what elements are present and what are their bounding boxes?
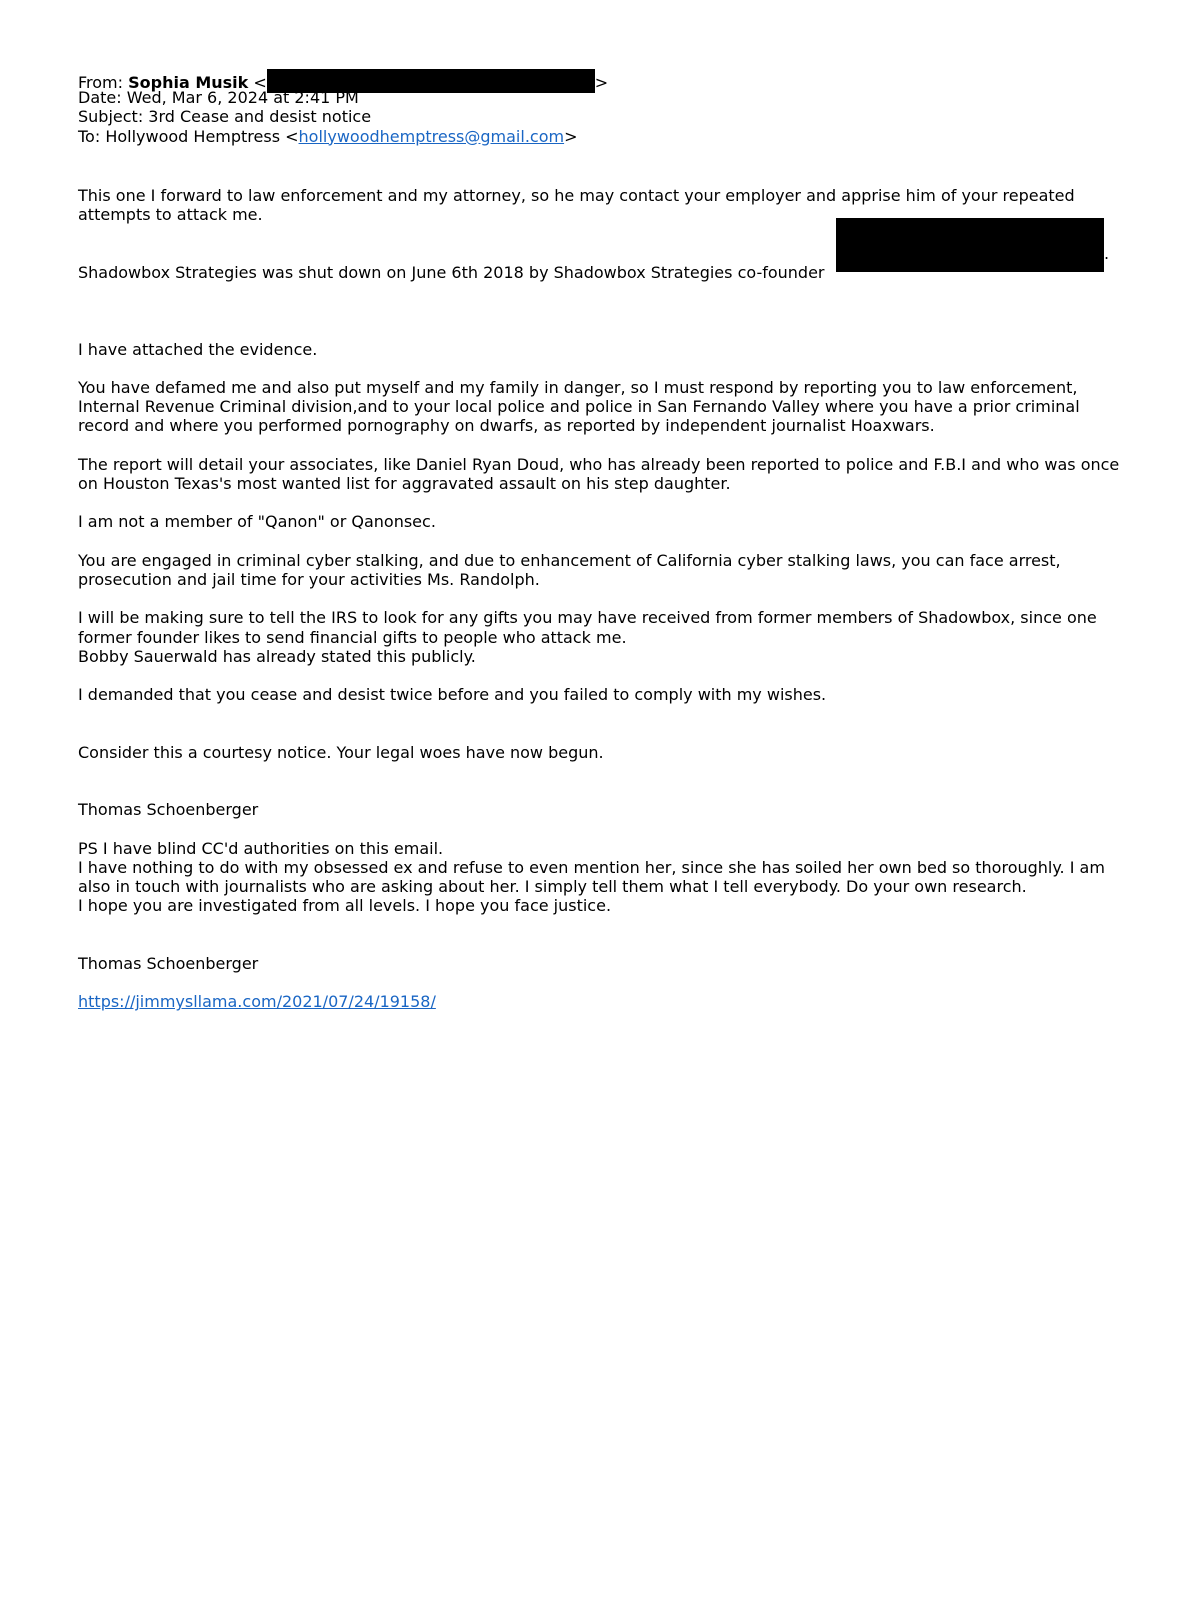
recipient-email-link[interactable]: hollywoodhemptress@gmail.com <box>298 126 565 146</box>
external-article-link[interactable]: https://jimmysllama.com/2021/07/24/19158/ <box>78 992 436 1012</box>
from-line <box>78 69 1138 92</box>
shutdown-text: Shadowbox Strategies was shut down on June 6th 2018 by Shadowbox Strategies co-founder <box>78 262 825 282</box>
signature-first: Thomas Schoenberger <box>78 800 259 820</box>
paragraph-postscript: PS I have blind CC'd authorities on this email. I have nothing to do with my obsessed ex and refuse to even mention her, since she has soiled her own bed so thoroughly. I am also in touch with journalists who are asking about her. I simply tell them what I tell everybody. Do your own research. I hope you are investigated from all levels. I hope you face justice. <box>78 838 1105 916</box>
email-header <box>78 69 1138 146</box>
to-close-bracket: > <box>564 126 578 146</box>
from-open-bracket: < <box>253 73 267 92</box>
paragraph-cease-desist: I demanded that you cease and desist twice before and you failed to comply with my wishes. <box>78 685 827 705</box>
paragraph-shutdown <box>78 244 1142 321</box>
paragraph-associates: The report will detail your associates, like Daniel Ryan Doud, who has already been reported to police and F.B.I and who was once on Houston Texas's most wanted list for aggravated assault on his step daughter. <box>78 454 1120 493</box>
signature-second: Thomas Schoenberger <box>78 953 259 973</box>
redacted-cofounder-name <box>836 218 1104 272</box>
paragraph-defamation: You have defamed me and also put myself and my family in danger, so I must respond by reporting you to law enforcement, Internal Revenue Criminal division,and to your local police and police in San Fernando Valley where you have a prior criminal record and where you performed pornography on dwarfs, as reported by independent journalist Hoaxwars. <box>78 377 1080 436</box>
paragraph-courtesy-notice: Consider this a courtesy notice. Your legal woes have now begun. <box>78 742 604 762</box>
from-label: From: <box>78 73 124 92</box>
to-line <box>78 127 1138 146</box>
paragraph-forward-notice: This one I forward to law enforcement and my attorney, so he may contact your employer and apprise him of your repeated attempts to attack me. <box>78 186 1075 225</box>
shutdown-trailing-period: . <box>1104 243 1110 263</box>
to-label: To: Hollywood Hemptress < <box>78 126 299 146</box>
paragraph-irs: I will be making sure to tell the IRS to look for any gifts you may have received from former members of Shadowbox, since one former founder likes to send financial gifts to people who attack me. Bobby Sauerwald has already stated this publicly. <box>78 608 1097 666</box>
paragraph-qanon: I am not a member of "Qanon" or Qanonsec. <box>78 512 436 532</box>
paragraph-evidence: I have attached the evidence. <box>78 339 318 359</box>
from-close-bracket: > <box>594 73 609 92</box>
paragraph-cyber-stalking: You are engaged in criminal cyber stalking, and due to enhancement of California cyber stalking laws, you can face arrest, prosecution and jail time for your activities Ms. Randolph. <box>78 550 1061 589</box>
sender-name: Sophia Musik <box>128 73 249 92</box>
email-body <box>78 186 1142 1031</box>
subject-line: Subject: 3rd Cease and desist notice <box>78 107 372 127</box>
date-line: Date: Wed, Mar 6, 2024 at 2:41 PM <box>78 88 359 108</box>
